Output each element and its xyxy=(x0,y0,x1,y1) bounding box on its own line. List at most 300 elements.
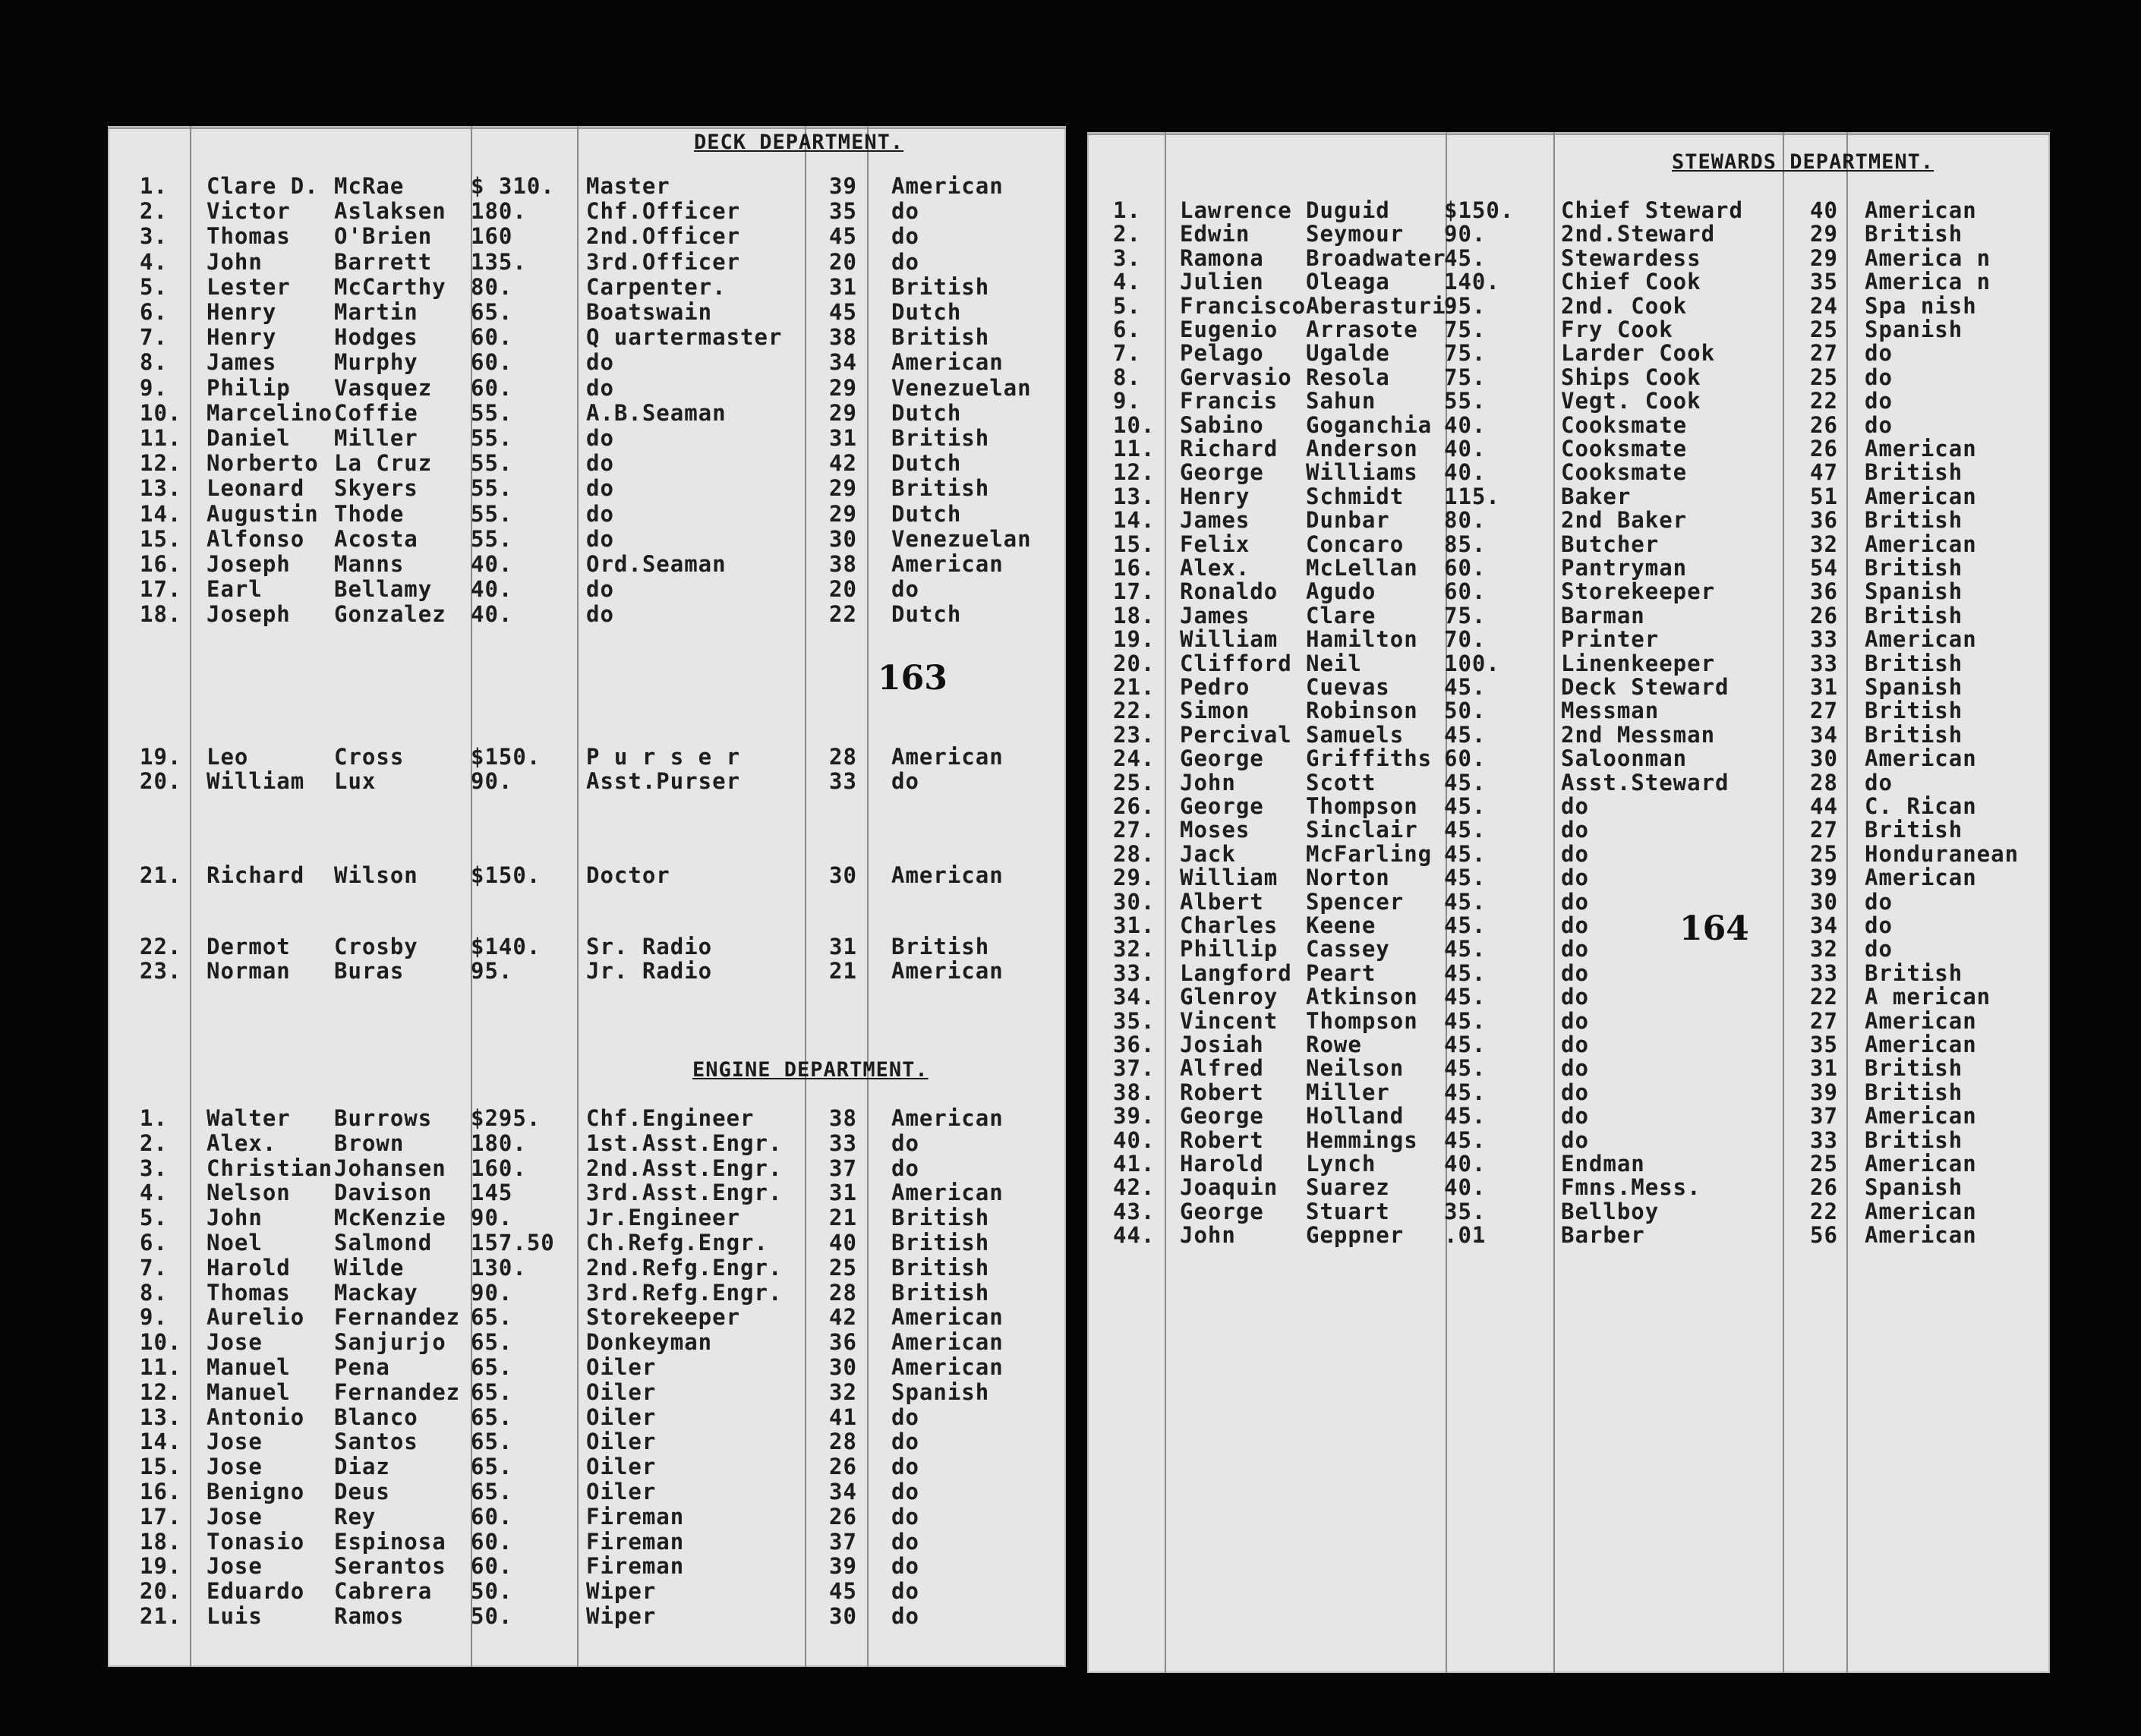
crew-row xyxy=(1087,1079,2050,1105)
crew-last: Arrasote xyxy=(1306,317,1418,342)
crew-last: Peart xyxy=(1306,959,1376,986)
crew-age: 26 xyxy=(1810,602,1838,629)
crew-first: John xyxy=(1180,769,1236,796)
crew-row xyxy=(1087,507,2050,533)
crew-nat: British xyxy=(1865,698,1963,724)
crew-nat: British xyxy=(1865,1079,1963,1105)
crew-first: Felix xyxy=(1180,531,1250,557)
crew-rating: do xyxy=(586,374,614,401)
crew-first: Leonard xyxy=(207,475,305,502)
crew-first: Percival xyxy=(1180,721,1292,748)
crew-nat: Spanish xyxy=(1865,317,1963,342)
crew-row xyxy=(108,299,1066,325)
crew-wage: 70. xyxy=(1444,626,1487,653)
crew-age: 26 xyxy=(1810,1174,1838,1201)
crew-age: 41 xyxy=(829,1404,857,1430)
crew-nat: British xyxy=(891,324,990,351)
crew-nat: American xyxy=(891,551,1004,577)
crew-no: 4. xyxy=(140,248,168,275)
crew-last: Rowe xyxy=(1306,1032,1362,1057)
crew-no: 4. xyxy=(1113,269,1141,295)
crew-rating: do xyxy=(586,601,614,628)
crew-last: Rey xyxy=(334,1503,377,1530)
crew-row xyxy=(1087,1103,2050,1129)
crew-nat: Dutch xyxy=(891,450,962,477)
crew-wage: .01 xyxy=(1444,1222,1487,1249)
crew-nat: do xyxy=(891,1603,919,1629)
crew-wage: 55. xyxy=(471,450,513,477)
crew-first: John xyxy=(207,248,263,275)
crew-nat: C. Rican xyxy=(1865,793,1977,819)
crew-row xyxy=(108,1379,1066,1405)
crew-wage: 60. xyxy=(471,1553,513,1580)
crew-no: 16. xyxy=(140,1479,182,1504)
crew-nat: American xyxy=(891,1329,1004,1356)
crew-first: Phillip xyxy=(1180,936,1279,963)
crew-nat: do xyxy=(891,248,919,275)
crew-no: 4. xyxy=(140,1180,168,1206)
crew-last: Crosby xyxy=(334,934,418,959)
crew-no: 5. xyxy=(1113,292,1141,319)
crew-age: 33 xyxy=(1810,1126,1838,1153)
crew-last: Atkinson xyxy=(1306,984,1418,1010)
crew-rating: 2nd. Cook xyxy=(1561,292,1688,319)
crew-rating: Saloonman xyxy=(1561,745,1688,772)
crew-age: 36 xyxy=(1810,578,1838,605)
crew-nat: American xyxy=(1865,1103,1977,1130)
crew-last: Deus xyxy=(334,1479,390,1504)
crew-row xyxy=(1087,245,2050,271)
crew-row xyxy=(108,1230,1066,1256)
crew-first: Henry xyxy=(1180,483,1250,509)
crew-nat: do xyxy=(891,223,919,250)
crew-first: Ronaldo xyxy=(1180,578,1279,605)
crew-last: Broadwater xyxy=(1306,244,1446,271)
crew-last: Neil xyxy=(1306,650,1362,676)
crew-no: 12. xyxy=(1113,459,1156,486)
crew-row xyxy=(108,1180,1066,1205)
crew-rating: Carpenter. xyxy=(586,273,727,300)
crew-age: 29 xyxy=(829,475,857,502)
crew-wage: 90. xyxy=(1444,221,1487,247)
crew-age: 36 xyxy=(1810,507,1838,534)
crew-first: Clifford xyxy=(1180,650,1292,676)
crew-first: Norberto xyxy=(207,450,319,477)
crew-age: 37 xyxy=(829,1528,857,1555)
crew-nat: British xyxy=(891,1254,990,1281)
crew-first: Tonasio xyxy=(207,1528,305,1555)
crew-no: 14. xyxy=(1113,507,1156,534)
crew-age: 25 xyxy=(1810,317,1838,342)
crew-last: Cassey xyxy=(1306,936,1390,963)
crew-last: Martin xyxy=(334,299,418,325)
crew-last: Scott xyxy=(1306,769,1376,796)
crew-nat: British xyxy=(1865,602,1963,629)
crew-age: 35 xyxy=(829,198,857,225)
crew-wage: $150. xyxy=(471,862,541,888)
crew-row xyxy=(1087,626,2050,652)
crew-nat: American xyxy=(1865,865,1977,891)
crew-rating: Larder Cook xyxy=(1561,340,1716,367)
crew-first: Thomas xyxy=(207,223,291,250)
crew-nat: American xyxy=(891,958,1004,984)
crew-no: 2. xyxy=(140,198,168,225)
crew-age: 45 xyxy=(829,1578,857,1605)
crew-rating: Asst.Steward xyxy=(1561,769,1730,796)
crew-nat: American xyxy=(1865,745,1977,772)
crew-nat: American xyxy=(891,744,1004,770)
crew-last: Suarez xyxy=(1306,1174,1390,1201)
crew-rating: Chief Steward xyxy=(1561,197,1743,223)
crew-last: Oleaga xyxy=(1306,269,1390,295)
crew-last: Salmond xyxy=(334,1230,433,1256)
crew-no: 9. xyxy=(1113,388,1141,414)
crew-row xyxy=(108,173,1066,199)
crew-nat: Spanish xyxy=(1865,674,1963,700)
crew-age: 37 xyxy=(1810,1103,1838,1130)
crew-rating: Pantryman xyxy=(1561,555,1688,581)
crew-wage: $295. xyxy=(471,1105,541,1131)
right-manifest-sheet xyxy=(1087,132,2050,1673)
crew-last: Seymour xyxy=(1306,221,1405,247)
crew-wage: 40. xyxy=(471,576,513,603)
crew-rating: do xyxy=(1561,840,1589,867)
crew-row xyxy=(108,324,1066,350)
crew-no: 8. xyxy=(1113,364,1141,390)
crew-last: Thode xyxy=(334,500,405,527)
crew-wage: 45. xyxy=(1444,1126,1487,1153)
crew-nat: do xyxy=(891,1503,919,1530)
crew-rating: Sr. Radio xyxy=(586,934,713,959)
crew-first: Albert xyxy=(1180,888,1264,915)
crew-no: 3. xyxy=(1113,244,1141,271)
crew-age: 25 xyxy=(829,1254,857,1281)
crew-no: 19. xyxy=(1113,626,1156,653)
crew-first: Victor xyxy=(207,198,291,225)
crew-row xyxy=(108,1304,1066,1330)
crew-rating: Deck Steward xyxy=(1561,674,1730,700)
crew-age: 27 xyxy=(1810,1007,1838,1034)
crew-nat: British xyxy=(1865,1126,1963,1153)
crew-rating: Oiler xyxy=(586,1429,657,1455)
crew-wage: 45. xyxy=(1444,1007,1487,1034)
crew-age: 31 xyxy=(829,934,857,959)
crew-no: 32. xyxy=(1113,936,1156,963)
crew-row xyxy=(1087,770,2050,796)
crew-no: 43. xyxy=(1113,1198,1156,1224)
crew-age: 40 xyxy=(829,1230,857,1256)
crew-nat: do xyxy=(1865,888,1893,915)
crew-no: 20. xyxy=(140,768,182,794)
crew-no: 12. xyxy=(140,1378,182,1405)
crew-wage: 45. xyxy=(1444,912,1487,938)
page-stamp: 163 xyxy=(878,659,948,698)
crew-no: 1. xyxy=(1113,197,1141,223)
crew-rating: Fireman xyxy=(586,1553,685,1580)
crew-age: 44 xyxy=(1810,793,1838,819)
crew-first: Christian xyxy=(207,1155,333,1181)
crew-age: 47 xyxy=(1810,459,1838,486)
crew-wage: $150. xyxy=(471,744,541,770)
crew-nat: American xyxy=(891,1354,1004,1380)
crew-wage: 160. xyxy=(471,1155,527,1181)
crew-no: 27. xyxy=(1113,817,1156,843)
crew-nat: American xyxy=(1865,197,1977,223)
crew-row xyxy=(108,1553,1066,1579)
crew-age: 27 xyxy=(1810,340,1838,367)
engine-department-title: ENGINE DEPARTMENT. xyxy=(692,1058,929,1082)
crew-row xyxy=(1087,984,2050,1010)
crew-row xyxy=(108,1130,1066,1156)
crew-rating: Chf.Engineer xyxy=(586,1105,755,1131)
crew-no: 23. xyxy=(1113,721,1156,748)
crew-age: 35 xyxy=(1810,269,1838,295)
crew-rating: 3rd.Asst.Engr. xyxy=(586,1180,783,1206)
crew-no: 10. xyxy=(1113,411,1156,438)
crew-first: Earl xyxy=(207,576,263,603)
crew-wage: 80. xyxy=(1444,507,1487,534)
crew-nat: do xyxy=(1865,936,1893,963)
crew-first: Manuel xyxy=(207,1378,291,1405)
crew-row xyxy=(108,1404,1066,1430)
crew-first: Henry xyxy=(207,299,277,325)
crew-last: Hamilton xyxy=(1306,626,1418,653)
crew-first: Manuel xyxy=(207,1354,291,1380)
crew-rating: Bellboy xyxy=(1561,1198,1660,1224)
crew-no: 34. xyxy=(1113,984,1156,1010)
crew-first: George xyxy=(1180,459,1264,486)
crew-first: Eduardo xyxy=(207,1578,305,1605)
crew-wage: 55. xyxy=(471,425,513,451)
crew-first: Aurelio xyxy=(207,1304,305,1331)
crew-no: 7. xyxy=(140,324,168,351)
crew-last: Ugalde xyxy=(1306,340,1390,367)
crew-age: 33 xyxy=(829,1130,857,1156)
crew-row xyxy=(108,425,1066,451)
crew-nat: do xyxy=(1865,340,1893,367)
crew-first: Edwin xyxy=(1180,221,1250,247)
crew-first: Gervasio xyxy=(1180,364,1292,390)
crew-no: 5. xyxy=(140,273,168,300)
crew-age: 31 xyxy=(829,425,857,451)
crew-last: Resola xyxy=(1306,364,1390,390)
crew-last: Aberasturi xyxy=(1306,292,1446,319)
crew-last: Cabrera xyxy=(334,1578,433,1605)
crew-row xyxy=(108,1255,1066,1281)
crew-no: 1. xyxy=(140,1105,168,1131)
crew-wage: 90. xyxy=(471,1279,513,1306)
crew-no: 6. xyxy=(1113,317,1141,342)
crew-no: 17. xyxy=(140,1503,182,1530)
crew-no: 25. xyxy=(1113,769,1156,796)
crew-first: Joaquin xyxy=(1180,1174,1279,1201)
crew-row xyxy=(1087,555,2050,581)
crew-last: Dunbar xyxy=(1306,507,1390,534)
crew-wage: 95. xyxy=(1444,292,1487,319)
crew-row xyxy=(1087,674,2050,700)
crew-wage: 60. xyxy=(471,349,513,376)
crew-nat: American xyxy=(1865,1151,1977,1177)
crew-wage: 140. xyxy=(1444,269,1500,295)
crew-no: 21. xyxy=(1113,674,1156,700)
crew-wage: 45. xyxy=(1444,721,1487,748)
crew-last: Diaz xyxy=(334,1454,390,1480)
crew-wage: 60. xyxy=(471,1528,513,1555)
crew-rating: do xyxy=(1561,984,1589,1010)
crew-row xyxy=(108,1329,1066,1355)
crew-rating: Storekeeper xyxy=(586,1304,741,1331)
crew-first: Francis xyxy=(1180,388,1279,414)
crew-no: 13. xyxy=(1113,483,1156,509)
crew-last: Lux xyxy=(334,768,377,794)
crew-last: Pena xyxy=(334,1354,390,1380)
crew-no: 44. xyxy=(1113,1222,1156,1249)
crew-nat: American xyxy=(1865,1198,1977,1224)
crew-age: 26 xyxy=(829,1503,857,1530)
crew-rating: 2nd.Steward xyxy=(1561,221,1716,247)
crew-age: 31 xyxy=(1810,1055,1838,1082)
crew-age: 42 xyxy=(829,450,857,477)
crew-last: Wilde xyxy=(334,1254,405,1281)
crew-last: Johansen xyxy=(334,1155,446,1181)
crew-wage: 45. xyxy=(1444,793,1487,819)
crew-age: 25 xyxy=(1810,364,1838,390)
crew-row xyxy=(108,1429,1066,1454)
crew-rating: Chf.Officer xyxy=(586,198,741,225)
crew-wage: 40. xyxy=(471,601,513,628)
crew-age: 22 xyxy=(1810,388,1838,414)
crew-no: 29. xyxy=(1113,865,1156,891)
crew-no: 22. xyxy=(1113,698,1156,724)
crew-last: Sanjurjo xyxy=(334,1329,446,1356)
crew-rating: Ch.Refg.Engr. xyxy=(586,1230,768,1256)
crew-first: Norman xyxy=(207,958,291,984)
crew-first: Jack xyxy=(1180,840,1236,867)
crew-wage: 40. xyxy=(1444,411,1487,438)
crew-nat: British xyxy=(1865,221,1963,247)
crew-last: Aslaksen xyxy=(334,198,446,225)
crew-age: 34 xyxy=(1810,721,1838,748)
crew-rating: P u r s e r xyxy=(586,744,741,770)
crew-last: Murphy xyxy=(334,349,418,376)
crew-rating: Oiler xyxy=(586,1454,657,1480)
crew-wage: 45. xyxy=(1444,959,1487,986)
crew-no: 18. xyxy=(140,1528,182,1555)
crew-row xyxy=(1087,578,2050,604)
crew-no: 14. xyxy=(140,1429,182,1455)
crew-no: 10. xyxy=(140,399,182,426)
crew-no: 5. xyxy=(140,1205,168,1231)
crew-nat: American xyxy=(1865,1222,1977,1249)
crew-age: 31 xyxy=(1810,674,1838,700)
crew-rating: Messman xyxy=(1561,698,1660,724)
crew-age: 33 xyxy=(829,768,857,794)
crew-row xyxy=(108,1205,1066,1230)
crew-no: 2. xyxy=(140,1130,168,1156)
crew-nat: American xyxy=(891,862,1004,888)
crew-age: 22 xyxy=(1810,1198,1838,1224)
crew-age: 40 xyxy=(1810,197,1838,223)
crew-first: Alex. xyxy=(207,1130,277,1156)
crew-nat: British xyxy=(1865,555,1963,581)
crew-row xyxy=(1087,603,2050,629)
crew-wage: 65. xyxy=(471,1479,513,1504)
crew-no: 39. xyxy=(1113,1103,1156,1130)
crew-nat: do xyxy=(891,198,919,225)
crew-nat: American xyxy=(891,173,1004,199)
crew-rating: do xyxy=(1561,865,1589,891)
crew-wage: 90. xyxy=(471,768,513,794)
crew-row xyxy=(108,601,1066,627)
crew-rating: Fireman xyxy=(586,1503,685,1530)
crew-wage: 65. xyxy=(471,1354,513,1380)
crew-age: 28 xyxy=(1810,769,1838,796)
crew-rating: do xyxy=(1561,936,1589,963)
crew-nat: do xyxy=(891,1454,919,1480)
crew-no: 11. xyxy=(1113,436,1156,462)
crew-rating: do xyxy=(1561,1055,1589,1082)
crew-last: Robinson xyxy=(1306,698,1418,724)
crew-row xyxy=(1087,865,2050,890)
crew-wage: 65. xyxy=(471,1429,513,1455)
crew-row xyxy=(108,1280,1066,1306)
stewards-department-title: STEWARDS DEPARTMENT. xyxy=(1672,150,1934,174)
crew-nat: do xyxy=(1865,364,1893,390)
crew-rating: Barman xyxy=(1561,602,1645,629)
crew-last: Lynch xyxy=(1306,1151,1376,1177)
crew-rating: do xyxy=(1561,888,1589,915)
crew-first: Augustin xyxy=(207,500,319,527)
crew-wage: 50. xyxy=(1444,698,1487,724)
crew-first: Benigno xyxy=(207,1479,305,1504)
crew-last: Griffiths xyxy=(1306,745,1433,772)
crew-nat: American xyxy=(891,1105,1004,1131)
crew-rating: do xyxy=(1561,912,1589,938)
crew-age: 33 xyxy=(1810,959,1838,986)
crew-age: 25 xyxy=(1810,1151,1838,1177)
crew-nat: American xyxy=(1865,436,1977,462)
crew-age: 30 xyxy=(1810,745,1838,772)
crew-rating: Asst.Purser xyxy=(586,768,741,794)
crew-first: Ramona xyxy=(1180,244,1264,271)
crew-no: 30. xyxy=(1113,888,1156,915)
crew-first: Luis xyxy=(207,1603,263,1629)
crew-last: Brown xyxy=(334,1130,405,1156)
crew-last: Serantos xyxy=(334,1553,446,1580)
crew-wage: 95. xyxy=(471,958,513,984)
crew-wage: 75. xyxy=(1444,364,1487,390)
crew-first: William xyxy=(207,768,305,794)
crew-first: Sabino xyxy=(1180,411,1264,438)
crew-first: Richard xyxy=(1180,436,1279,462)
crew-age: 28 xyxy=(829,1429,857,1455)
crew-last: Coffie xyxy=(334,399,418,426)
crew-age: 38 xyxy=(829,1105,857,1131)
crew-nat: do xyxy=(891,1155,919,1181)
crew-first: Vincent xyxy=(1180,1007,1279,1034)
crew-age: 27 xyxy=(1810,698,1838,724)
crew-row xyxy=(108,1504,1066,1530)
crew-age: 21 xyxy=(829,958,857,984)
crew-rating: do xyxy=(1561,793,1589,819)
crew-nat: do xyxy=(1865,912,1893,938)
crew-first: Lawrence xyxy=(1180,197,1292,223)
crew-first: Walter xyxy=(207,1105,291,1131)
crew-last: Spencer xyxy=(1306,888,1405,915)
crew-nat: American xyxy=(891,349,1004,376)
crew-age: 28 xyxy=(829,744,857,770)
crew-row xyxy=(1087,698,2050,723)
